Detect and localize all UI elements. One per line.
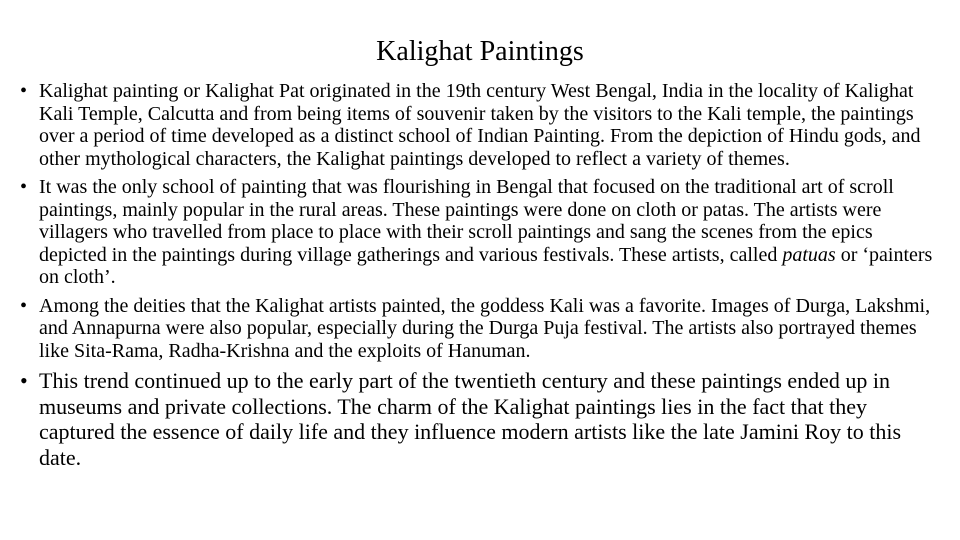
bullet-item-origin bbox=[0, 80, 960, 170]
bullet-dot-icon: • bbox=[20, 80, 28, 102]
bullet-text-after: or ‘painters on cloth’. bbox=[39, 243, 933, 288]
bullet-dot-icon: • bbox=[20, 368, 28, 393]
slide-title: Kalighat Paintings bbox=[376, 36, 584, 67]
bullet-item-legacy bbox=[0, 368, 960, 470]
bullet-text: Kalighat painting or Kalighat Pat originated in the 19th century West Bengal, India in the locality of Kalighat Kali Temple, Calcutta and from being items of souvenir taken by the visitors to the Kali temple, the paintings over a period of time developed as a distinct school of Indian Painting. From the depiction of Hindu gods, and other mythological characters, the Kalighat paintings developed to reflect a variety of themes. bbox=[39, 80, 921, 170]
bullet-dot-icon: • bbox=[20, 294, 28, 317]
bullet-item-scroll-painting bbox=[0, 176, 960, 289]
bullet-list bbox=[0, 80, 960, 470]
bullet-item-deities bbox=[0, 295, 960, 363]
bullet-dot-icon: • bbox=[20, 176, 28, 198]
bullet-text-emphasis: patuas bbox=[782, 243, 836, 266]
bullet-text: This trend continued up to the early part of the twentieth century and these paintings ended up in museums and private collections. The charm of the Kalighat paintings lies in the fact that they captured the essence of daily life and they influence modern artists like the late Jamini Roy to this date. bbox=[39, 368, 902, 470]
bullet-text: Among the deities that the Kalighat artists painted, the goddess Kali was a favorite. Images of Durga, Lakshmi, and Annapurna were also popular, especially during the Durga Puja festival. The artists also portrayed themes like Sita-Rama, Radha-Krishna and the exploits of Hanuman. bbox=[39, 294, 931, 362]
bullet-text-before: It was the only school of painting that was flourishing in Bengal that focused on the traditional art of scroll paintings, mainly popular in the rural areas. These paintings were done on cloth or patas. The artists were villagers who travelled from place to place with their scroll paintings and sang the scenes from the epics depicted in the paintings during village gatherings and various festivals. These artists, called bbox=[39, 176, 894, 266]
bullet-text bbox=[39, 176, 932, 288]
